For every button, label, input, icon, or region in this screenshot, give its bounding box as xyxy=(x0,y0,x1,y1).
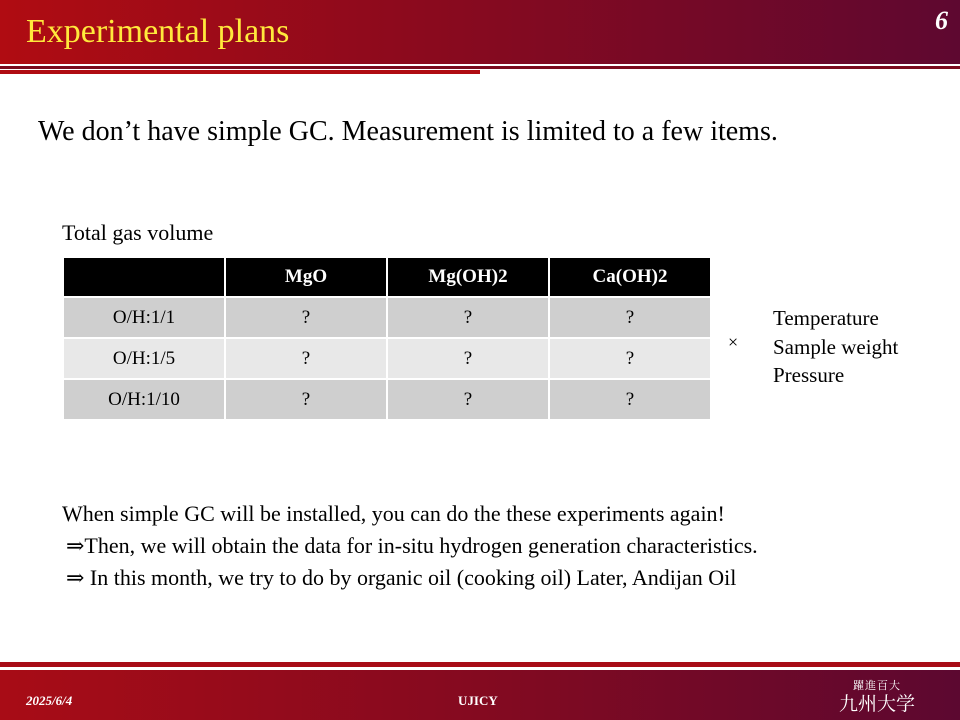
header-accent-line xyxy=(0,70,480,74)
header-divider xyxy=(0,66,960,69)
university-logo xyxy=(832,679,922,716)
table-header-row xyxy=(63,257,711,297)
table-header-cell xyxy=(63,257,225,297)
row-label-cell: O/H:1/5 xyxy=(63,338,225,379)
parameter-item: Pressure xyxy=(773,363,845,387)
table-cell: ? xyxy=(225,338,387,379)
table-cell: ? xyxy=(225,379,387,420)
slide-title: Experimental plans xyxy=(26,13,290,50)
table-header-cell: Ca(OH)2 xyxy=(549,257,711,297)
footer-date: 2025/6/4 xyxy=(26,693,73,708)
parameter-item: Temperature xyxy=(773,306,879,330)
parameter-item: Sample weight xyxy=(773,334,899,359)
table-cell: ? xyxy=(225,297,387,338)
table-row xyxy=(63,297,711,338)
table-caption: Total gas volume xyxy=(62,220,214,245)
note-line: ⇒ In this month, we try to do by organic oil (cooking oil) Later, Andijan Oil xyxy=(66,565,737,590)
table-cell: ? xyxy=(387,379,549,420)
table-row xyxy=(63,338,711,379)
parameter-list xyxy=(773,304,898,390)
table-cell: ? xyxy=(549,379,711,420)
footer-divider xyxy=(0,662,960,667)
notes-block xyxy=(62,498,758,594)
logo-motto: 躍進百大 xyxy=(853,679,901,692)
table-row xyxy=(63,379,711,420)
table-cell: ? xyxy=(549,297,711,338)
table-cell: ? xyxy=(549,338,711,379)
row-label-cell: O/H:1/10 xyxy=(63,379,225,420)
footer-organization: UJICY xyxy=(458,693,498,708)
note-line: When simple GC will be installed, you can do the these experiments again! xyxy=(62,501,725,526)
row-label-cell: O/H:1/1 xyxy=(63,297,225,338)
table-cell: ? xyxy=(387,297,549,338)
table-cell: ? xyxy=(387,338,549,379)
table-header-cell: Mg(OH)2 xyxy=(387,257,549,297)
note-line: ⇒Then, we will obtain the data for in-situ hydrogen generation characteristics. xyxy=(66,533,758,558)
multiply-symbol: × xyxy=(728,332,739,352)
experiment-table xyxy=(62,256,712,421)
table-header-cell: MgO xyxy=(225,257,387,297)
page-number: 6 xyxy=(935,6,948,35)
headline-text: We don’t have simple GC. Measurement is limited to a few items. xyxy=(38,116,778,147)
logo-name: 九州大学 xyxy=(838,693,915,715)
